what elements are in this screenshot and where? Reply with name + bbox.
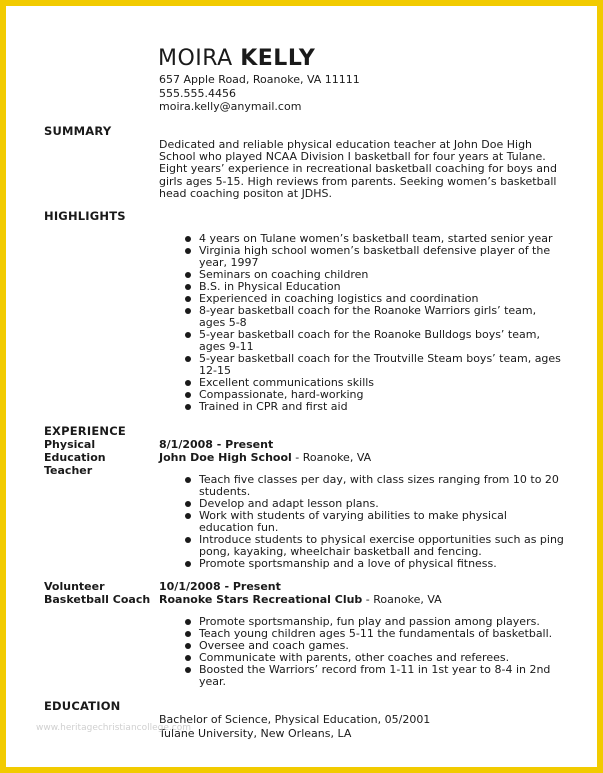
list-item: Seminars on coaching children (159, 269, 564, 281)
employer-location: - Roanoke, VA (291, 451, 372, 464)
first-name: MOIRA (158, 46, 233, 71)
candidate-name (158, 46, 315, 72)
job-duties-list (159, 616, 564, 688)
job-role: Volunteer Basketball Coach (44, 580, 151, 606)
employer-name: Roanoke Stars Recreational Club (159, 593, 363, 606)
list-item: Boosted the Warriors’ record from 1-11 in 1st year to 8-4 in 2nd year. (159, 664, 564, 688)
highlights-heading: HIGHLIGHTS (44, 209, 126, 223)
summary-heading: SUMMARY (44, 124, 112, 138)
employer-name: John Doe High School (159, 451, 292, 464)
employer-location: - Roanoke, VA (362, 593, 442, 606)
list-item: Compassionate, hard-working (159, 389, 564, 401)
contact-info (159, 73, 360, 114)
list-item: Promote sportsmanship and a love of physical fitness. (159, 558, 564, 570)
list-item: Work with students of varying abilities to make physical education fun. (159, 510, 564, 534)
list-item: Introduce students to physical exercise opportunities such as ping pong, kayaking, wheelchair basketball and fencing. (159, 534, 564, 558)
education-heading: EDUCATION (44, 699, 121, 713)
list-item: Experienced in coaching logistics and coordination (159, 293, 564, 305)
job-role: Physical Education Teacher (44, 438, 106, 477)
school: Tulane University, New Orleans, LA (159, 727, 352, 740)
list-item: 5-year basketball coach for the Troutville Steam boys’ team, ages 12-15 (159, 353, 564, 377)
list-item: B.S. in Physical Education (159, 281, 564, 293)
job-employer (159, 593, 442, 606)
job-employer (159, 451, 371, 464)
watermark: www.heritagechristiancollege.com (36, 723, 191, 733)
list-item: 4 years on Tulane women’s basketball team, started senior year (159, 233, 564, 245)
list-item: Communicate with parents, other coaches and referees. (159, 652, 564, 664)
job-dates: 10/1/2008 - Present (159, 580, 281, 593)
email: moira.kelly@anymail.com (159, 100, 302, 113)
job-dates: 8/1/2008 - Present (159, 438, 274, 451)
list-item: Teach five classes per day, with class sizes ranging from 10 to 20 students. (159, 474, 564, 498)
summary-text: Dedicated and reliable physical education teacher at John Doe High School who played NCAA Division I basketball for four years at Tulane. Eight years’ experience in recreational basketball coaching for boys and girls ages 5-15. High reviews from parents. Seeking women’s basketball head coaching positon at JDHS. (159, 138, 557, 200)
list-item: 8-year basketball coach for the Roanoke Warriors girls’ team, ages 5-8 (159, 305, 564, 329)
list-item: Excellent communications skills (159, 377, 564, 389)
highlights-list (159, 233, 564, 413)
degree: Bachelor of Science, Physical Education, 05/2001 (159, 713, 431, 726)
list-item: Trained in CPR and first aid (159, 401, 564, 413)
address: 657 Apple Road, Roanoke, VA 11111 (159, 73, 360, 86)
last-name: KELLY (240, 46, 316, 71)
education-details (159, 713, 430, 741)
list-item: Oversee and coach games. (159, 640, 564, 652)
phone: 555.555.4456 (159, 86, 236, 100)
resume-page (6, 6, 597, 767)
list-item: Promote sportsmanship, fun play and passion among players. (159, 616, 564, 628)
experience-heading: EXPERIENCE (44, 424, 126, 438)
list-item: 5-year basketball coach for the Roanoke Bulldogs boys’ team, ages 9-11 (159, 329, 564, 353)
list-item: Develop and adapt lesson plans. (159, 498, 564, 510)
job-duties-list (159, 474, 564, 570)
list-item: Teach young children ages 5-11 the fundamentals of basketball. (159, 628, 564, 640)
list-item: Virginia high school women’s basketball defensive player of the year, 1997 (159, 245, 564, 269)
